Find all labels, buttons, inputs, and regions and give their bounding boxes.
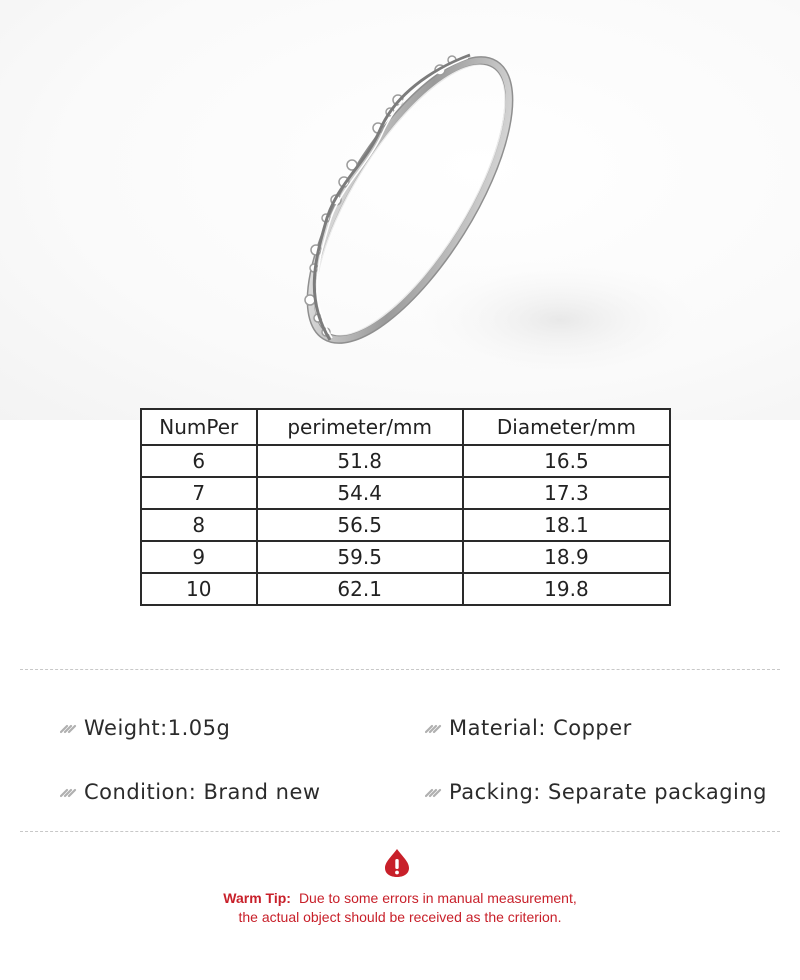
column-header-perimeter: perimeter/mm [257, 409, 463, 445]
table-cell-size: 7 [141, 477, 257, 509]
divider-bottom [20, 831, 780, 832]
warm-tip-label: Warm Tip: [223, 890, 291, 906]
spec-packing [425, 780, 767, 804]
leaf-bullet-icon [60, 786, 78, 798]
spec-condition [60, 780, 321, 804]
product-photo [0, 0, 800, 420]
table-cell-diameter: 18.1 [463, 509, 670, 541]
warm-tip-text-2: the actual object should be received as the criterion. [238, 909, 562, 925]
leaf-bullet-icon [425, 786, 443, 798]
table-row [141, 573, 670, 605]
warm-tip-text-1: Due to some errors in manual measurement, [298, 890, 577, 906]
table-row [141, 477, 670, 509]
table-row [141, 541, 670, 573]
warm-tip [0, 889, 800, 927]
table-cell-perimeter: 54.4 [257, 477, 463, 509]
table-cell-perimeter: 59.5 [257, 541, 463, 573]
ring-illustration [0, 0, 800, 420]
table-row [141, 445, 670, 477]
leaf-bullet-icon [60, 722, 78, 734]
table-cell-diameter: 19.8 [463, 573, 670, 605]
table-cell-perimeter: 51.8 [257, 445, 463, 477]
warning-drop-icon [383, 848, 411, 878]
table-header-row [141, 409, 670, 445]
table-cell-diameter: 18.9 [463, 541, 670, 573]
size-table [140, 408, 671, 606]
table-cell-perimeter: 56.5 [257, 509, 463, 541]
table-row [141, 509, 670, 541]
leaf-bullet-icon [425, 722, 443, 734]
table-cell-size: 9 [141, 541, 257, 573]
column-header-numper: NumPer [141, 409, 257, 445]
spec-packing-text: Packing: Separate packaging [449, 780, 768, 804]
table-cell-diameter: 17.3 [463, 477, 670, 509]
spec-weight-text: Weight:1.05g [84, 716, 231, 740]
divider-top [20, 669, 780, 670]
warm-tip-line-1 [0, 889, 800, 908]
table-cell-perimeter: 62.1 [257, 573, 463, 605]
table-cell-size: 6 [141, 445, 257, 477]
spec-condition-text: Condition: Brand new [84, 780, 321, 804]
spec-material [425, 716, 632, 740]
table-cell-diameter: 16.5 [463, 445, 670, 477]
spec-material-text: Material: Copper [449, 716, 632, 740]
column-header-diameter: Diameter/mm [463, 409, 670, 445]
table-cell-size: 10 [141, 573, 257, 605]
spec-weight [60, 716, 230, 740]
table-cell-size: 8 [141, 509, 257, 541]
